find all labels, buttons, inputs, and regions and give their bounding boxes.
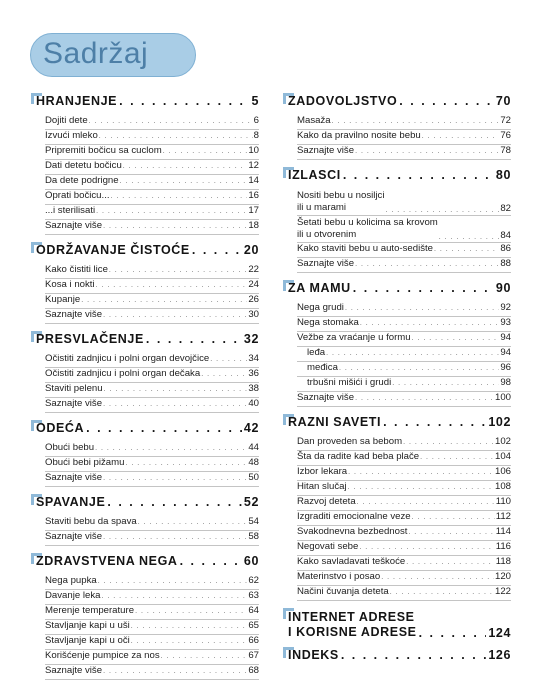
leader-dots (161, 653, 248, 660)
entry-title: Dati detetu bočicu (45, 160, 122, 171)
toc-entry[interactable] (297, 496, 511, 511)
entry-title: Negovati sebe (297, 541, 359, 552)
toc-section-zadovoljstvo (283, 94, 511, 160)
entry-page-number: 88 (500, 258, 511, 269)
toc-section-heading[interactable] (31, 554, 259, 571)
section-page-number: 5 (251, 94, 259, 108)
toc-entry[interactable] (45, 279, 259, 294)
leader-dots (96, 208, 247, 215)
entry-title: Kako čistiti lice (45, 264, 108, 275)
toc-entry[interactable] (45, 130, 259, 145)
entry-title: Razvoj deteta (297, 496, 356, 507)
leader-dots (406, 559, 494, 566)
section-page-number: 42 (243, 421, 259, 435)
leader-dots (348, 484, 494, 491)
leader-dots (180, 554, 242, 568)
entry-title: Vežbe za vraćanje u formu (297, 332, 411, 343)
leader-dots (345, 305, 499, 312)
section-title: ZDRAVSTVENA NEGA (36, 554, 178, 568)
toc-entry[interactable] (45, 575, 259, 590)
leader-dots (103, 401, 247, 408)
entry-title: Saznajte više (45, 665, 103, 676)
entry-page-number: 48 (248, 457, 259, 468)
section-title: ODEĆA (36, 421, 85, 435)
toc-entry[interactable] (45, 472, 259, 487)
toc-entry[interactable] (45, 516, 259, 531)
toc-entry[interactable] (45, 650, 259, 665)
toc-entry[interactable] (45, 605, 259, 620)
entry-page-number: 84 (500, 230, 511, 241)
entry-page-number: 86 (500, 243, 511, 254)
leader-dots (412, 514, 495, 521)
entry-title: Da dete podrigne (45, 175, 119, 186)
entry-title: Šetati bebu u kolicima sa krovom ili u otvorenim (297, 217, 438, 240)
toc-section-indeks (283, 648, 511, 665)
leader-dots (348, 469, 494, 476)
entry-page-number: 12 (248, 160, 259, 171)
leader-dots (89, 118, 253, 125)
leader-dots (419, 626, 487, 640)
section-page-number: 60 (243, 554, 259, 568)
toc-entry[interactable] (45, 635, 259, 650)
entry-page-number: 17 (248, 205, 259, 216)
section-page-number: 52 (243, 495, 259, 509)
entry-page-number: 67 (248, 650, 259, 661)
entry-page-number: 30 (248, 309, 259, 320)
leader-dots (146, 332, 242, 346)
entry-page-number: 102 (494, 436, 511, 447)
entry-title: Kako staviti bebu u auto-sedište (297, 243, 433, 254)
toc-entry[interactable] (297, 258, 511, 273)
entry-title: Hitan slučaj (297, 481, 347, 492)
entry-page-number: 98 (500, 377, 511, 388)
toc-entry[interactable] (297, 145, 511, 160)
toc-entry[interactable] (297, 302, 511, 317)
entry-title: Masaža (297, 115, 331, 126)
toc-section-heading[interactable] (283, 94, 511, 111)
leader-dots (131, 638, 248, 645)
leader-dots (422, 133, 500, 140)
leader-dots (360, 320, 499, 327)
leader-dots (96, 282, 248, 289)
toc-entry[interactable] (297, 556, 511, 571)
toc-entry[interactable] (45, 442, 259, 457)
toc-entry[interactable] (297, 571, 511, 586)
entry-page-number: 16 (248, 190, 259, 201)
toc-section-heading[interactable] (31, 243, 259, 260)
entry-title: Saznajte više (45, 472, 103, 483)
entry-title: Saznajte više (45, 531, 103, 542)
entry-page-number: 116 (495, 541, 511, 552)
entry-page-number: 18 (248, 220, 259, 231)
leader-dots (125, 460, 247, 467)
entry-title: Dan proveden sa bebom (297, 436, 403, 447)
leader-dots (210, 356, 247, 363)
entry-page-number: 68 (248, 665, 259, 676)
entry-title: Nega grudi (297, 302, 344, 313)
leader-dots (355, 261, 499, 268)
toc-section-odeca (31, 421, 259, 487)
section-title: RAZNI SAVETI (288, 415, 382, 429)
entry-title: Nega pupka (45, 575, 97, 586)
entry-page-number: 62 (248, 575, 259, 586)
entry-title: Staviti pelenu (45, 383, 103, 394)
entry-title: Izgraditi emocionalne veze (297, 511, 411, 522)
entry-page-number: 50 (248, 472, 259, 483)
toc-section-izlasci (283, 168, 511, 273)
leader-dots (103, 475, 247, 482)
section-page-number: 70 (495, 94, 511, 108)
entry-title: Izvući mleko (45, 130, 98, 141)
toc-section-heading[interactable] (283, 609, 511, 640)
entry-page-number: 26 (248, 294, 259, 305)
entry-page-number: 93 (500, 317, 511, 328)
entry-title: Korišćenje pumpice za nos (45, 650, 160, 661)
entry-title: leđa (297, 347, 326, 358)
entry-title: međica (297, 362, 339, 373)
leader-dots (81, 297, 247, 304)
entry-page-number: 24 (248, 279, 259, 290)
leader-dots (412, 335, 500, 342)
entry-page-number: 66 (248, 635, 259, 646)
toc-section-razni-saveti (283, 415, 511, 601)
toc-entry[interactable] (45, 205, 259, 220)
entry-page-number: 44 (248, 442, 259, 453)
leader-dots (103, 223, 247, 230)
entry-page-number: 14 (248, 175, 259, 186)
entry-title: Oprati bočicu... (45, 190, 110, 201)
section-title: IZLASCI (288, 168, 341, 182)
toc-entry[interactable] (45, 457, 259, 472)
entry-page-number: 122 (494, 586, 511, 597)
leader-dots (135, 608, 247, 615)
toc-entry[interactable] (45, 264, 259, 279)
entry-title: Kupanje (45, 294, 81, 305)
entry-title: Nega stomaka (297, 317, 359, 328)
entry-title: Saznajte više (297, 258, 355, 269)
leader-dots (355, 148, 499, 155)
toc-section-heading[interactable] (31, 94, 259, 111)
entry-page-number: 108 (494, 481, 511, 492)
entry-title: Očistiti zadnjicu i polni organ dečaka (45, 368, 201, 379)
leader-dots (104, 386, 248, 393)
entry-page-number: 63 (248, 590, 259, 601)
entry-title: Svakodnevna bezbednost (297, 526, 408, 537)
toc-section-heading[interactable] (31, 421, 259, 438)
toc-section-hranjenje (31, 94, 259, 235)
entry-page-number: 6 (253, 115, 259, 126)
toc-section-heading[interactable] (283, 415, 511, 432)
entry-title: Šta da radite kad beba plače (297, 451, 420, 462)
leader-dots (434, 246, 499, 253)
leader-dots (111, 193, 248, 200)
toc-entry[interactable] (45, 368, 259, 383)
toc-entry[interactable] (297, 332, 511, 347)
toc-entry[interactable] (297, 347, 511, 362)
toc-entry[interactable] (297, 115, 511, 130)
entry-title: Staviti bebu da spava (45, 516, 137, 527)
leader-dots (95, 445, 247, 452)
toc-entry[interactable] (45, 220, 259, 235)
leader-dots (119, 94, 249, 108)
entry-page-number: 8 (253, 130, 259, 141)
page-title-banner (30, 33, 196, 77)
toc-entry[interactable] (45, 383, 259, 398)
toc-section-odrzavanje-cistoce (31, 243, 259, 324)
entry-page-number: 10 (248, 145, 259, 156)
leader-dots (326, 350, 499, 357)
section-title: HRANJENJE (36, 94, 118, 108)
entry-title: Obući bebu (45, 442, 95, 453)
entry-page-number: 106 (494, 466, 511, 477)
section-page-number: 124 (488, 626, 511, 640)
entry-title: Pripremiti bočicu sa cuclom (45, 145, 162, 156)
leader-dots (439, 234, 500, 241)
section-page-number: 90 (495, 281, 511, 295)
leader-dots (98, 578, 248, 585)
toc-entry[interactable] (45, 160, 259, 175)
entry-title: Saznajte više (297, 392, 355, 403)
entry-title: Saznajte više (297, 145, 355, 156)
entry-page-number: 92 (500, 302, 511, 313)
toc-entry[interactable] (297, 362, 511, 377)
entry-title: Kosa i nokti (45, 279, 95, 290)
toc-section-za-mamu (283, 281, 511, 407)
entry-page-number: 36 (248, 368, 259, 379)
leader-dots (381, 574, 494, 581)
toc-entry[interactable] (45, 353, 259, 368)
leader-dots (392, 380, 499, 387)
entry-page-number: 114 (495, 526, 511, 537)
entry-title: Materinstvo i posao (297, 571, 381, 582)
toc-section-presvlacenje (31, 332, 259, 413)
entry-title: Saznajte više (45, 309, 103, 320)
section-title: INTERNET ADRESE I KORISNE ADRESE (288, 610, 417, 639)
entry-title: Merenje temperature (45, 605, 135, 616)
entry-title: Očistiti zadnjicu i polni organ devojčice (45, 353, 210, 364)
leader-dots (390, 589, 494, 596)
toc-entry[interactable] (297, 541, 511, 556)
leader-dots (109, 267, 247, 274)
toc-section-heading[interactable] (283, 281, 511, 298)
toc-section-heading[interactable] (31, 332, 259, 349)
section-title: ZADOVOLJSTVO (288, 94, 398, 108)
toc-entry[interactable] (297, 317, 511, 332)
leader-dots (408, 529, 494, 536)
entry-page-number: 96 (500, 362, 511, 373)
toc-entry[interactable] (297, 466, 511, 481)
leader-dots (383, 415, 486, 429)
entry-title: Kako savladavati teškoće (297, 556, 406, 567)
leader-dots (339, 365, 499, 372)
section-title: ODRŽAVANJE ČISTOĆE (36, 243, 190, 257)
leader-dots (332, 118, 500, 125)
toc-section-heading[interactable] (283, 168, 511, 185)
toc-entry[interactable] (45, 145, 259, 160)
section-page-number: 102 (488, 415, 511, 429)
toc-left-column (31, 94, 259, 688)
entry-title: Davanje leka (45, 590, 101, 601)
page-title: Sadržaj (43, 37, 149, 70)
entry-page-number: 104 (494, 451, 511, 462)
toc-entry[interactable] (297, 451, 511, 466)
toc-entry[interactable] (45, 115, 259, 130)
entry-page-number: 72 (500, 115, 511, 126)
leader-dots (192, 243, 242, 257)
toc-entry[interactable] (45, 531, 259, 546)
leader-dots (138, 519, 248, 526)
entry-title: Obući bebi pižamu (45, 457, 125, 468)
entry-page-number: 40 (248, 398, 259, 409)
section-page-number: 20 (243, 243, 259, 257)
toc-entry[interactable] (45, 620, 259, 635)
leader-dots (355, 395, 494, 402)
toc-section-spavanje (31, 495, 259, 546)
toc-section-heading[interactable] (31, 495, 259, 512)
toc-entry[interactable] (297, 436, 511, 451)
toc-entry[interactable] (45, 294, 259, 309)
leader-dots (163, 148, 248, 155)
leader-dots (385, 207, 499, 214)
entry-title: trbušni mišići i grudi (297, 377, 392, 388)
entry-title: Kako da pravilno nosite bebu (297, 130, 421, 141)
entry-title: Načini čuvanja deteta (297, 586, 389, 597)
leader-dots (120, 178, 248, 185)
entry-page-number: 110 (495, 496, 511, 507)
leader-dots (399, 94, 494, 108)
entry-title: Stavljanje kapi u uši (45, 620, 130, 631)
leader-dots (359, 544, 494, 551)
entry-page-number: 100 (494, 392, 511, 403)
toc-entry[interactable] (297, 243, 511, 258)
toc-entry[interactable] (297, 216, 511, 243)
leader-dots (99, 133, 253, 140)
toc-entry[interactable] (297, 481, 511, 496)
leader-dots (343, 168, 494, 182)
toc-entry[interactable] (45, 309, 259, 324)
entry-title: Saznajte više (45, 398, 103, 409)
leader-dots (103, 668, 247, 675)
entry-title: Stavljanje kapi u oči (45, 635, 130, 646)
entry-page-number: 112 (495, 511, 511, 522)
leader-dots (341, 648, 487, 662)
entry-page-number: 34 (248, 353, 259, 364)
leader-dots (353, 281, 494, 295)
entry-title: ...i sterilisati (45, 205, 96, 216)
toc-entry[interactable] (297, 586, 511, 601)
entry-page-number: 58 (248, 531, 259, 542)
toc-entry[interactable] (297, 130, 511, 145)
entry-page-number: 118 (495, 556, 511, 567)
entry-title: Dojiti dete (45, 115, 88, 126)
toc-entry[interactable] (297, 189, 511, 216)
section-page-number: 32 (243, 332, 259, 346)
leader-dots (357, 499, 495, 506)
toc-entry[interactable] (45, 665, 259, 680)
toc-entry[interactable] (297, 392, 511, 407)
leader-dots (403, 439, 494, 446)
section-title: ZA MAMU (288, 281, 351, 295)
toc-entry[interactable] (45, 190, 259, 205)
entry-page-number: 54 (248, 516, 259, 527)
toc-entry[interactable] (45, 398, 259, 413)
entry-page-number: 22 (248, 264, 259, 275)
toc-entry[interactable] (45, 590, 259, 605)
toc-entry[interactable] (297, 526, 511, 541)
entry-page-number: 64 (248, 605, 259, 616)
leader-dots (103, 312, 247, 319)
toc-section-zdravstvena-nega (31, 554, 259, 680)
entry-page-number: 65 (248, 620, 259, 631)
toc-entry[interactable] (45, 175, 259, 190)
entry-page-number: 78 (500, 145, 511, 156)
leader-dots (420, 454, 494, 461)
entry-page-number: 120 (494, 571, 511, 582)
leader-dots (131, 623, 248, 630)
section-title: SPAVANJE (36, 495, 106, 509)
leader-dots (103, 534, 247, 541)
leader-dots (86, 421, 242, 435)
entry-page-number: 76 (500, 130, 511, 141)
section-title: PRESVLAČENJE (36, 332, 144, 346)
leader-dots (201, 371, 247, 378)
entry-page-number: 94 (500, 332, 511, 343)
entry-page-number: 82 (500, 203, 511, 214)
leader-dots (101, 593, 247, 600)
entry-title: Saznajte više (45, 220, 103, 231)
section-page-number: 80 (495, 168, 511, 182)
entry-title: Izbor lekara (297, 466, 348, 477)
entry-page-number: 94 (500, 347, 511, 358)
toc-section-internet-adrese-i-korisne-adrese (283, 609, 511, 640)
section-title: INDEKS (288, 648, 339, 662)
toc-right-column (283, 94, 511, 673)
entry-title: Nositi bebu u nosiljci ili u marami (297, 190, 385, 213)
leader-dots (107, 495, 241, 509)
toc-section-heading[interactable] (283, 648, 511, 665)
toc-entry[interactable] (297, 377, 511, 392)
section-page-number: 126 (488, 648, 511, 662)
leader-dots (123, 163, 248, 170)
entry-page-number: 38 (248, 383, 259, 394)
toc-entry[interactable] (297, 511, 511, 526)
